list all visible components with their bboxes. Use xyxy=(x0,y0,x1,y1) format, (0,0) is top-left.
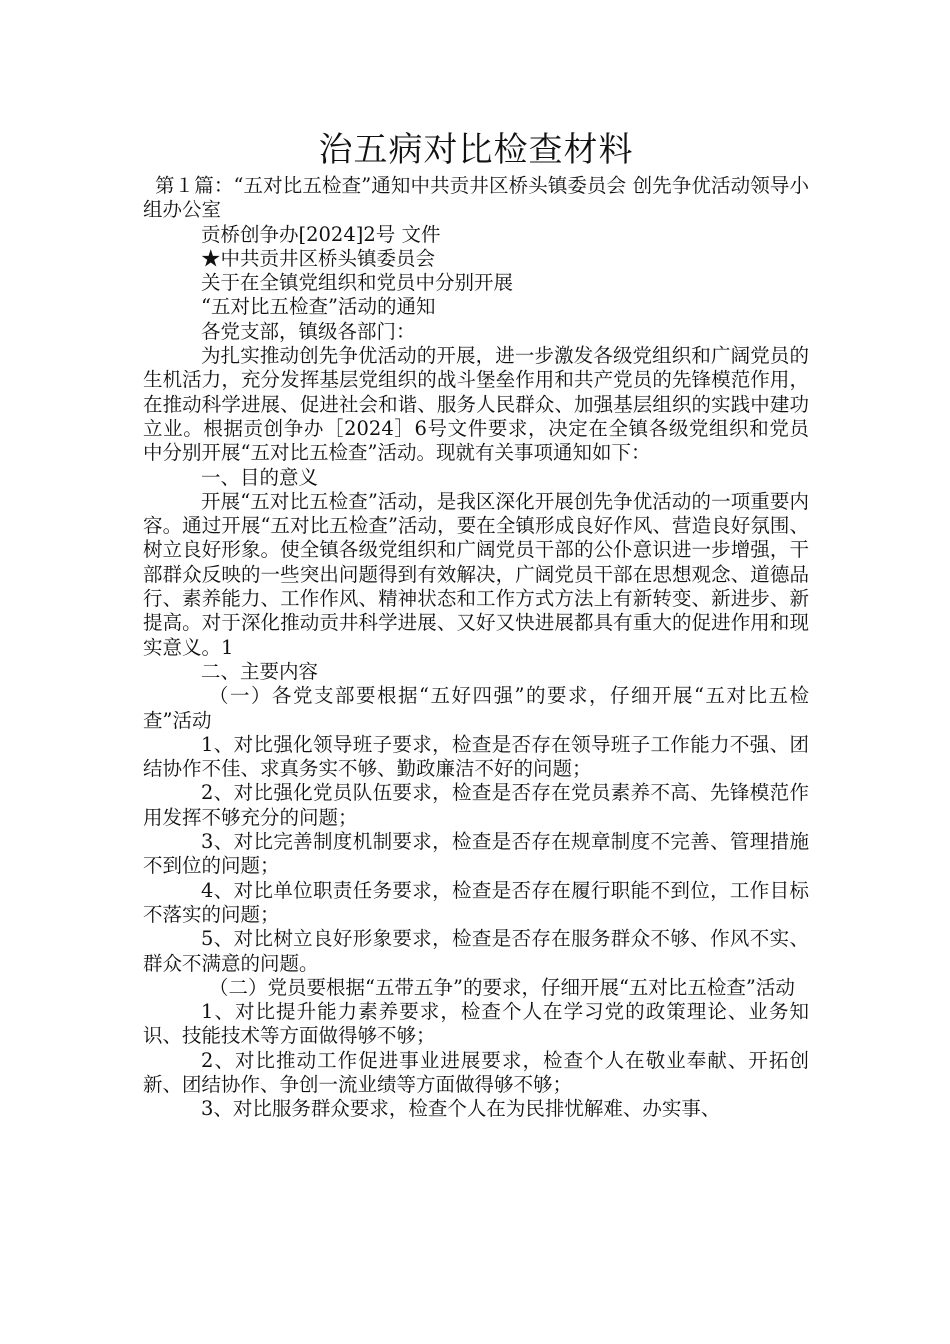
list-item: 4、对比单位职责任务要求，检查是否存在履行职能不到位，工作目标不落实的问题； xyxy=(143,878,809,926)
list-item: 2、对比推动工作促进事业进展要求，检查个人在敬业奉献、开拓创新、团结协作、争创一流业绩等方面做得够不够； xyxy=(143,1048,809,1096)
list-item: 3、对比服务群众要求，检查个人在为民排忧解难、办实事、 xyxy=(201,1097,721,1121)
document-title: 治五病对比检查材料 xyxy=(318,130,634,170)
subsection-heading-members: （二）党员要根据“五带五争”的要求，仔细开展“五对比五检查”活动 xyxy=(209,975,795,999)
subsection-heading-branches: （一）各党支部要根据“五好四强”的要求，仔细开展“五对比五检查”活动 xyxy=(143,684,809,732)
list-item: 2、对比强化党员队伍要求，检查是否存在党员素养不高、先锋模范作用发挥不够充分的问题； xyxy=(143,781,809,829)
section-heading-purpose: 一、目的意义 xyxy=(201,465,319,489)
paragraph-purpose: 开展“五对比五检查”活动，是我区深化开展创先争优活动的一项重要内容。通过开展“五对比五检查”活动，要在全镇形成良好作风、营造良好氛围、树立良好形象。使全镇各级党组织和广阔党员干部的公仆意识进一步增强，干部群众反映的一些突出问题得到有效解决，广阔党员干部在思想观念、道德品行、素养能力、工作作风、精神状态和工作方式方法上有新转变、新进步、新提高。对于深化推动贡井科学进展、又好又快进展都具有重大的促进作用和现实意义。1 xyxy=(143,489,809,659)
paragraph-doc-number: 贡桥创争办[2024]2号 文件 xyxy=(201,222,441,246)
paragraph-heading-notice: 第１篇：“五对比五检查”通知中共贡井区桥头镇委员会 创先争优活动领导小组办公室 xyxy=(143,174,809,222)
list-item: 5、对比树立良好形象要求，检查是否存在服务群众不够、作风不实、群众不满意的问题。 xyxy=(143,927,809,975)
list-item: 1、对比提升能力素养要求，检查个人在学习党的政策理论、业务知识、技能技术等方面做得够不够； xyxy=(143,1000,809,1048)
paragraph-intro: 为扎实推动创先争优活动的开展，进一步激发各级党组织和广阔党员的生机活力，充分发挥基层党组织的战斗堡垒作用和共产党员的先锋模范作用，在推动科学进展、促进社会和谐、服务人民群众、加强基层组织的实践中建功立业。根据贡创争办［2024］6号文件要求，决定在全镇各级党组织和党员中分别开展“五对比五检查”活动。现就有关事项通知如下： xyxy=(143,344,809,465)
list-item: 1、对比强化领导班子要求，检查是否存在领导班子工作能力不强、团结协作不佳、求真务实不够、勤政廉洁不好的问题； xyxy=(143,732,809,781)
list-item: 3、对比完善制度机制要求，检查是否存在规章制度不完善、管理措施不到位的问题； xyxy=(143,830,809,878)
document-page xyxy=(143,130,809,1122)
paragraph-addressee: 各党支部，镇级各部门： xyxy=(201,319,416,343)
section-heading-content: 二、主要内容 xyxy=(201,659,319,683)
paragraph-subject-line-1: 关于在全镇党组织和党员中分别开展 xyxy=(201,271,514,295)
paragraph-subject-line-2: “五对比五检查”活动的通知 xyxy=(201,295,436,319)
paragraph-issuer: ★中共贡井区桥头镇委员会 xyxy=(201,246,436,270)
